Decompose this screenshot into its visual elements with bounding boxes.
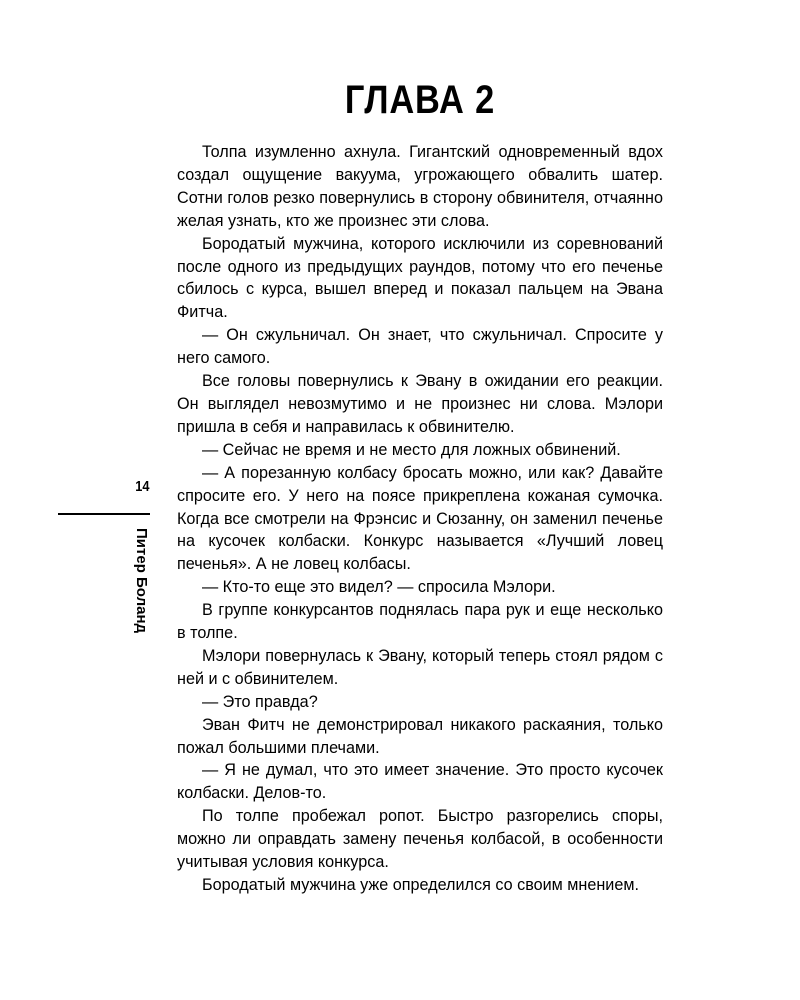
margin-divider <box>58 513 150 515</box>
dialogue-line: — Кто-то еще это видел? — спросила Мэлори. <box>202 578 556 597</box>
chapter-title: ГЛАВА 2 <box>344 78 496 122</box>
paragraph: Толпа изумленно ахнула. Гигантский одновременный вдох создал ощущение вакуума, угрожающего обвалить шатер. Сотни голов резко повернулись в сторону обвинителя, отчаянно желая узнать, кто же произнес эти слова. <box>177 143 663 230</box>
dialogue-line: — Сейчас не время и не место для ложных обвинений. <box>202 440 621 459</box>
paragraph: Мэлори повернулась к Эвану, который теперь стоял рядом с ней и с обвинителем. <box>177 646 663 688</box>
paragraph: Бородатый мужчина, которого исключили из соревнований после одного из предыдущих раундов, потому что его печенье сбилось с курса, вышел вперед и показал пальцем на Эвана Фитча. <box>177 234 663 322</box>
paragraph: Бородатый мужчина уже определился со своим мнением. <box>202 876 639 894</box>
dialogue-line: — Я не думал, что это имеет значение. Это просто кусочек колбаски. Делов-то. <box>177 761 663 803</box>
paragraph: По толпе пробежал ропот. Быстро разгорелись споры, можно ли оправдать замену печенья колбасой, в особенности учитывая условия конкурса. <box>177 807 663 872</box>
paragraph: Эван Фитч не демонстрировал никакого раскаяния, только пожал большими плечами. <box>177 715 663 757</box>
dialogue-line: — Это правда? <box>202 692 318 711</box>
paragraph: В группе конкурсантов поднялась пара рук и еще несколько в толпе. <box>177 601 663 643</box>
dialogue-line: — Он сжульничал. Он знает, что сжульничал. Спросите у него самого. <box>177 326 663 368</box>
dialogue-line: — А порезанную колбасу бросать можно, или как? Давайте спросите его. У него на поясе прикреплена кожаная сумочка. Когда все смотрели на Фрэнсис и Сюзанну, он заменил печенье на кусочек колбаски. Конкурс называется «Лучший ловец печенья». А не ловец колбасы. <box>177 463 663 574</box>
paragraph: Все головы повернулись к Эвану в ожидании его реакции. Он выглядел невозмутимо и не произнес ни слова. Мэлори пришла в себя и направилась к обвинителю. <box>177 372 663 436</box>
running-head-author: Питер Боланд <box>133 528 150 634</box>
body-text <box>177 141 663 897</box>
page-number: 14 <box>135 478 150 495</box>
